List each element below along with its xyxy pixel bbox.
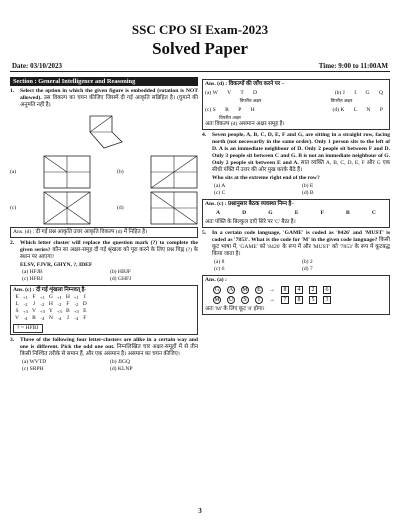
option-b[interactable]: (b) JIGQ bbox=[110, 359, 131, 365]
seat-person: G bbox=[268, 210, 273, 216]
series-letter: F bbox=[83, 315, 87, 321]
code-letter: U bbox=[228, 297, 234, 303]
series-step: +1 bbox=[56, 295, 62, 300]
series-step: +1 bbox=[39, 295, 45, 300]
options-row-2: (c) (d) bbox=[10, 191, 198, 225]
code-digit: 3 bbox=[323, 296, 331, 304]
check-d: (d) K L N P bbox=[332, 107, 387, 113]
series: ELSV, FJVR, GHYN, ?, IDEF bbox=[20, 262, 93, 268]
letter-group: K L N P bbox=[340, 107, 387, 113]
option-c[interactable]: (c) HFBJ bbox=[22, 276, 43, 282]
series-letter: I bbox=[83, 294, 86, 300]
code-digit: 2 bbox=[309, 286, 317, 294]
code-digit: 6 bbox=[323, 286, 331, 294]
series-row bbox=[13, 308, 89, 315]
page-number: 3 bbox=[198, 507, 202, 515]
options-row-1: (a) (b) bbox=[10, 155, 198, 189]
series-letter: R bbox=[32, 315, 36, 321]
series-row bbox=[13, 294, 89, 301]
series-letter: V bbox=[31, 308, 36, 314]
option-d[interactable]: (d) B bbox=[302, 190, 314, 196]
question-figure bbox=[10, 112, 198, 152]
section-heading: Section : General Intelligence and Reasoning bbox=[10, 77, 198, 86]
series-letter: F bbox=[32, 294, 36, 300]
series-step: +3 bbox=[56, 309, 62, 314]
series-step: +3 bbox=[39, 309, 45, 314]
series-step: -4 bbox=[40, 316, 45, 321]
series-step: +1 bbox=[23, 295, 28, 300]
answer-result: अतः विकल्प (d) असमान अक्षर समूह है। bbox=[205, 121, 285, 127]
letter-group: S R P H bbox=[212, 107, 259, 113]
options-2 bbox=[10, 269, 198, 283]
right-column bbox=[202, 77, 390, 317]
option-a[interactable]: (a) HFJB bbox=[22, 269, 43, 275]
code-digit: 4 bbox=[295, 286, 303, 294]
check-b: (b) J I G Q bbox=[334, 90, 387, 96]
option-c[interactable]: (c) SRPH bbox=[22, 366, 44, 372]
option-d[interactable]: (d) KLNP bbox=[110, 366, 133, 372]
series-step: +1 bbox=[73, 295, 79, 300]
series-letter: F bbox=[66, 301, 70, 307]
answer-result: ? = HFBJ bbox=[13, 324, 43, 333]
question-5 bbox=[202, 230, 390, 258]
question-text: Three of the following four letter-clusters are alike in a certain way and one is different. Pick the odd one out. निम्नलिखित चार अक्षर-समूहों में से तीन किसी निश्चित तरीके से समान हैं, और एक असमान है। असमान का चयन कीजिए। bbox=[20, 337, 198, 357]
option-a[interactable]: (a) A bbox=[214, 183, 226, 189]
code-digit: 5 bbox=[309, 296, 317, 304]
code-letter: S bbox=[241, 296, 249, 304]
answer-result: अतः पंक्ति के बिल्कुल दाएँ सिरे पर 'C' बैठा है। bbox=[205, 219, 296, 225]
answer-4: Ans. (c) : प्रश्नानुसार बैठक व्यवस्था निम्न है– A D G E F B C अतः पंक्ति के बिल्कुल दाएँ सिरे पर 'C' बैठा है। bbox=[202, 199, 390, 228]
code-row-must bbox=[213, 296, 387, 304]
letter-group: W V T D bbox=[212, 90, 262, 96]
option-b[interactable]: (b) E bbox=[302, 183, 314, 189]
seat-person: B bbox=[346, 210, 350, 216]
series-letter: H bbox=[65, 294, 70, 300]
code-letter: G bbox=[214, 287, 220, 293]
question-4 bbox=[202, 132, 390, 174]
series-letter: S bbox=[15, 308, 19, 314]
option-a[interactable]: (a) WVTD bbox=[22, 359, 47, 365]
question-3 bbox=[10, 337, 198, 358]
series-letter: G bbox=[48, 294, 53, 300]
exam-time: Time: 9:00 to 11:00AM bbox=[318, 62, 388, 70]
code-letter: M bbox=[242, 287, 248, 293]
question-prompt: Who sits at the extreme right end of the row? bbox=[212, 175, 320, 181]
code-letter: T bbox=[255, 296, 263, 304]
code-digit: 8 bbox=[295, 296, 303, 304]
code-digit: 7 bbox=[281, 296, 289, 304]
code-letter: E bbox=[255, 286, 263, 294]
question-number: 2. bbox=[10, 240, 15, 246]
series-letter: E bbox=[83, 308, 87, 314]
series-letter: Y bbox=[48, 308, 53, 314]
arrow-icon: → bbox=[269, 286, 275, 293]
check-a: (a) W V T D bbox=[205, 90, 262, 96]
seat-person: E bbox=[294, 210, 299, 216]
series-letter: D bbox=[82, 301, 87, 307]
option-d[interactable]: (d) 7 bbox=[302, 266, 313, 272]
series-letter: E bbox=[15, 294, 19, 300]
series-letter: B bbox=[65, 308, 70, 314]
page-header bbox=[0, 0, 400, 70]
series-letter: J bbox=[32, 301, 36, 307]
option-d[interactable]: (d) GHFJ bbox=[110, 276, 132, 282]
series-step: -4 bbox=[74, 316, 79, 321]
code-row-game bbox=[213, 286, 387, 294]
series-step: -2 bbox=[57, 302, 62, 307]
series-row bbox=[13, 315, 89, 322]
series-table bbox=[13, 294, 89, 322]
option-a[interactable]: (a) 8 bbox=[214, 259, 225, 265]
option-a-figure[interactable] bbox=[43, 155, 91, 189]
option-b[interactable]: (b) HBJF bbox=[110, 269, 131, 275]
series-step: -4 bbox=[57, 316, 62, 321]
question-text: Seven people, A, B, C, D, E, F and G, are sitting in a straight row, facing north (not necessarily in the same order). Only 1 person sits to the left of D. A is an immediate neighbour of D. Only 2 people sit between F and D. Only 3 people sit between C and G. B is not an immediate neighbour of G. Only 2 people sit between E and A. सात व्यक्ति A, B, C, D, E, F और G एक सीधी पंक्ति में उत्तर की ओर मुख करके बैठे हैं। bbox=[212, 132, 390, 173]
answer-1: Ans. (d) : दी गई प्रश्न आकृति उत्तर आकृति विकल्प (d) में निहित है। bbox=[10, 227, 198, 238]
question-number: 5. bbox=[202, 230, 207, 236]
option-b-figure[interactable] bbox=[150, 155, 198, 189]
series-letter: H bbox=[48, 301, 53, 307]
series-letter: V bbox=[15, 315, 20, 321]
question-text: In a certain code language, 'GAME' is coded as '8426' and 'MUST' is coded as '7853'. What is the code for 'M' in the given code language? किसी कूट भाषा में, 'GAME' को '8426' के रूप में और 'MUST' को '7853' के रूप में कूटबद्ध किया जाता है। bbox=[212, 230, 390, 257]
option-d-figure[interactable] bbox=[150, 191, 198, 225]
seat-person: D bbox=[242, 210, 247, 216]
answer-result: अतः 'M' के लिए कूट '8' होगा। bbox=[205, 306, 265, 312]
check-c: (c) S R P H bbox=[205, 107, 259, 113]
option-c[interactable]: (c) C bbox=[214, 190, 226, 196]
options-4 bbox=[202, 183, 390, 197]
answer-3: Ans. (d) : विकल्पों की जाँच करने पर – (a) W V T D (b) J I G Q विपरीत अक्षर विपरीत अक्षर (c) S R P H (d) K L N P विपरीत अक्षर अतः विकल्प (d) असमान अक्षर समूह है। bbox=[202, 79, 390, 130]
options-5 bbox=[202, 259, 390, 273]
series-step: +3 bbox=[23, 309, 28, 314]
series-letter: L bbox=[15, 301, 19, 307]
answer-2: Ans. (c) : दी गई शृंखला निम्नवत् है- E +1 F +1 G +1 H +1 I L -2 J -2 H -2 F -2 D S +3 V +3 Y +3 B +3 E V -4 R -4 N -4 J -4 F ? = HFBJ bbox=[10, 285, 198, 335]
left-column bbox=[10, 77, 198, 373]
question-2 bbox=[10, 240, 198, 261]
series-letter: N bbox=[48, 315, 53, 321]
series-step: -2 bbox=[40, 302, 45, 307]
code-digit: 8 bbox=[281, 286, 289, 294]
series-step: +3 bbox=[73, 309, 79, 314]
question-number: 3. bbox=[10, 337, 15, 343]
question-1 bbox=[10, 88, 198, 109]
series-step: -4 bbox=[23, 316, 28, 321]
exam-date: Date: 03/10/2023 bbox=[12, 62, 62, 70]
paper-subtitle: Solved Paper bbox=[152, 39, 248, 58]
series-step: -2 bbox=[74, 302, 79, 307]
question-text: Select the option in which the given figure is embedded (rotation is NOT allowed). उस विकल्प का चयन कीजिए जिसमें दी गई आकृति सन्निहित है। (घुमाने की अनुमति नहीं है) bbox=[20, 88, 198, 108]
header-rule bbox=[10, 71, 390, 72]
option-b[interactable]: (b) 2 bbox=[302, 259, 313, 265]
seat-person: F bbox=[320, 210, 324, 216]
question-number: 1. bbox=[10, 88, 15, 94]
exam-title: SSC CPO SI Exam-2023 bbox=[131, 22, 269, 37]
question-text: Which letter cluster will replace the question mark (?) to complete the given series? कौन सा अक्षर-समूह दी गई श्रृंखला को पूरा करने के लिए प्रश्न चिह्न (?) के स्थान पर आएगा? bbox=[20, 240, 199, 260]
code-letter: M bbox=[214, 297, 220, 303]
option-c-figure[interactable] bbox=[43, 191, 91, 225]
option-c[interactable]: (c) 6 bbox=[214, 266, 225, 272]
arrow-icon: → bbox=[269, 296, 275, 303]
seating-arrangement bbox=[205, 210, 387, 217]
series-letter: J bbox=[66, 315, 69, 321]
seat-person: C bbox=[371, 210, 376, 216]
code-letter: A bbox=[228, 287, 234, 293]
seat-person: A bbox=[216, 210, 221, 216]
letter-group: J I G Q bbox=[342, 90, 387, 96]
options-3 bbox=[10, 359, 198, 373]
question-number: 4. bbox=[202, 132, 207, 138]
series-step: -2 bbox=[23, 302, 28, 307]
answer-5: Ans. (a) : G A M E → 8 4 2 6 M U S T → 7 8 5 3 अतः 'M' के लिए कूट '8' होगा। bbox=[202, 275, 390, 315]
series-row bbox=[13, 301, 89, 308]
